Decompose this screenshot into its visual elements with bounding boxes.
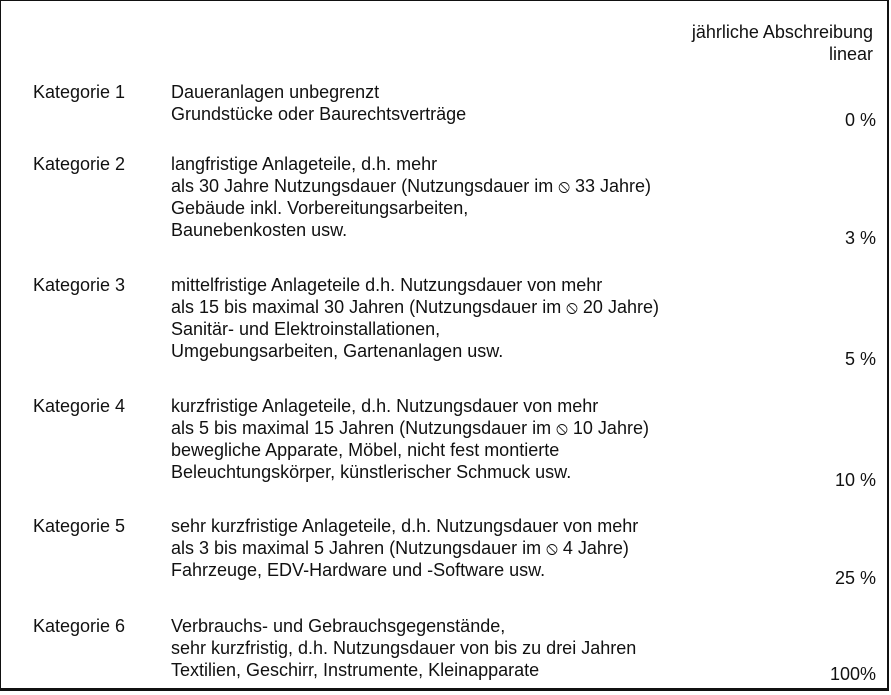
depreciation-rate: 0 % bbox=[844, 110, 876, 130]
description-line: Daueranlagen unbegrenzt bbox=[171, 82, 380, 102]
description-line: Verbrauchs- und Gebrauchsgegenstände, bbox=[171, 616, 506, 636]
description-line: sehr kurzfristige Anlageteile, d.h. Nutzungsdauer von mehr bbox=[171, 516, 639, 536]
description-line: als 5 bis maximal 15 Jahren (Nutzungsdauer im ⦸ 10 Jahre) bbox=[171, 418, 649, 438]
description-line: Grundstücke oder Baurechtsverträge bbox=[171, 104, 467, 124]
description-line: als 3 bis maximal 5 Jahren (Nutzungsdauer im ⦸ 4 Jahre) bbox=[171, 538, 629, 558]
category-label: Kategorie 2 bbox=[33, 154, 126, 174]
description-line: Baunebenkosten usw. bbox=[171, 220, 348, 240]
description-line: Beleuchtungskörper, künstlerischer Schmuck usw. bbox=[171, 462, 572, 482]
depreciation-rate: 25 % bbox=[834, 568, 876, 588]
category-description bbox=[171, 515, 638, 581]
category-label: Kategorie 6 bbox=[33, 616, 126, 636]
column-header bbox=[692, 21, 873, 65]
depreciation-rate: 3 % bbox=[844, 228, 876, 248]
description-line: Gebäude inkl. Vorbereitungsarbeiten, bbox=[171, 198, 469, 218]
category-label: Kategorie 4 bbox=[33, 396, 126, 416]
category-description bbox=[171, 274, 659, 362]
category-label: Kategorie 1 bbox=[33, 82, 126, 102]
description-line: kurzfristige Anlageteile, d.h. Nutzungsdauer von mehr bbox=[171, 396, 599, 416]
description-line: als 30 Jahre Nutzungsdauer (Nutzungsdauer im ⦸ 33 Jahre) bbox=[171, 176, 651, 196]
category-description bbox=[171, 615, 636, 681]
description-line: als 15 bis maximal 30 Jahren (Nutzungsdauer im ⦸ 20 Jahre) bbox=[171, 297, 659, 317]
depreciation-rate: 5 % bbox=[844, 349, 876, 369]
description-line: bewegliche Apparate, Möbel, nicht fest montierte bbox=[171, 440, 560, 460]
description-line: sehr kurzfristig, d.h. Nutzungsdauer von bis zu drei Jahren bbox=[171, 638, 637, 658]
description-line: Fahrzeuge, EDV-Hardware und -Software usw. bbox=[171, 560, 546, 580]
header-line-1: jährliche Abschreibung bbox=[691, 22, 873, 42]
description-line: langfristige Anlageteile, d.h. mehr bbox=[171, 154, 438, 174]
description-line: mittelfristige Anlageteile d.h. Nutzungsdauer von mehr bbox=[171, 275, 603, 295]
category-label: Kategorie 3 bbox=[33, 275, 126, 295]
description-line: Textilien, Geschirr, Instrumente, Kleinapparate bbox=[171, 660, 540, 680]
depreciation-rate: 10 % bbox=[834, 470, 876, 490]
category-label: Kategorie 5 bbox=[33, 516, 126, 536]
depreciation-rate: 100% bbox=[829, 664, 876, 684]
header-line-2: linear bbox=[828, 44, 873, 64]
description-line: Sanitär- und Elektroinstallationen, bbox=[171, 319, 441, 339]
category-description bbox=[171, 395, 649, 483]
description-line: Umgebungsarbeiten, Gartenanlagen usw. bbox=[171, 341, 504, 361]
category-description bbox=[171, 153, 651, 241]
category-description bbox=[171, 81, 466, 125]
